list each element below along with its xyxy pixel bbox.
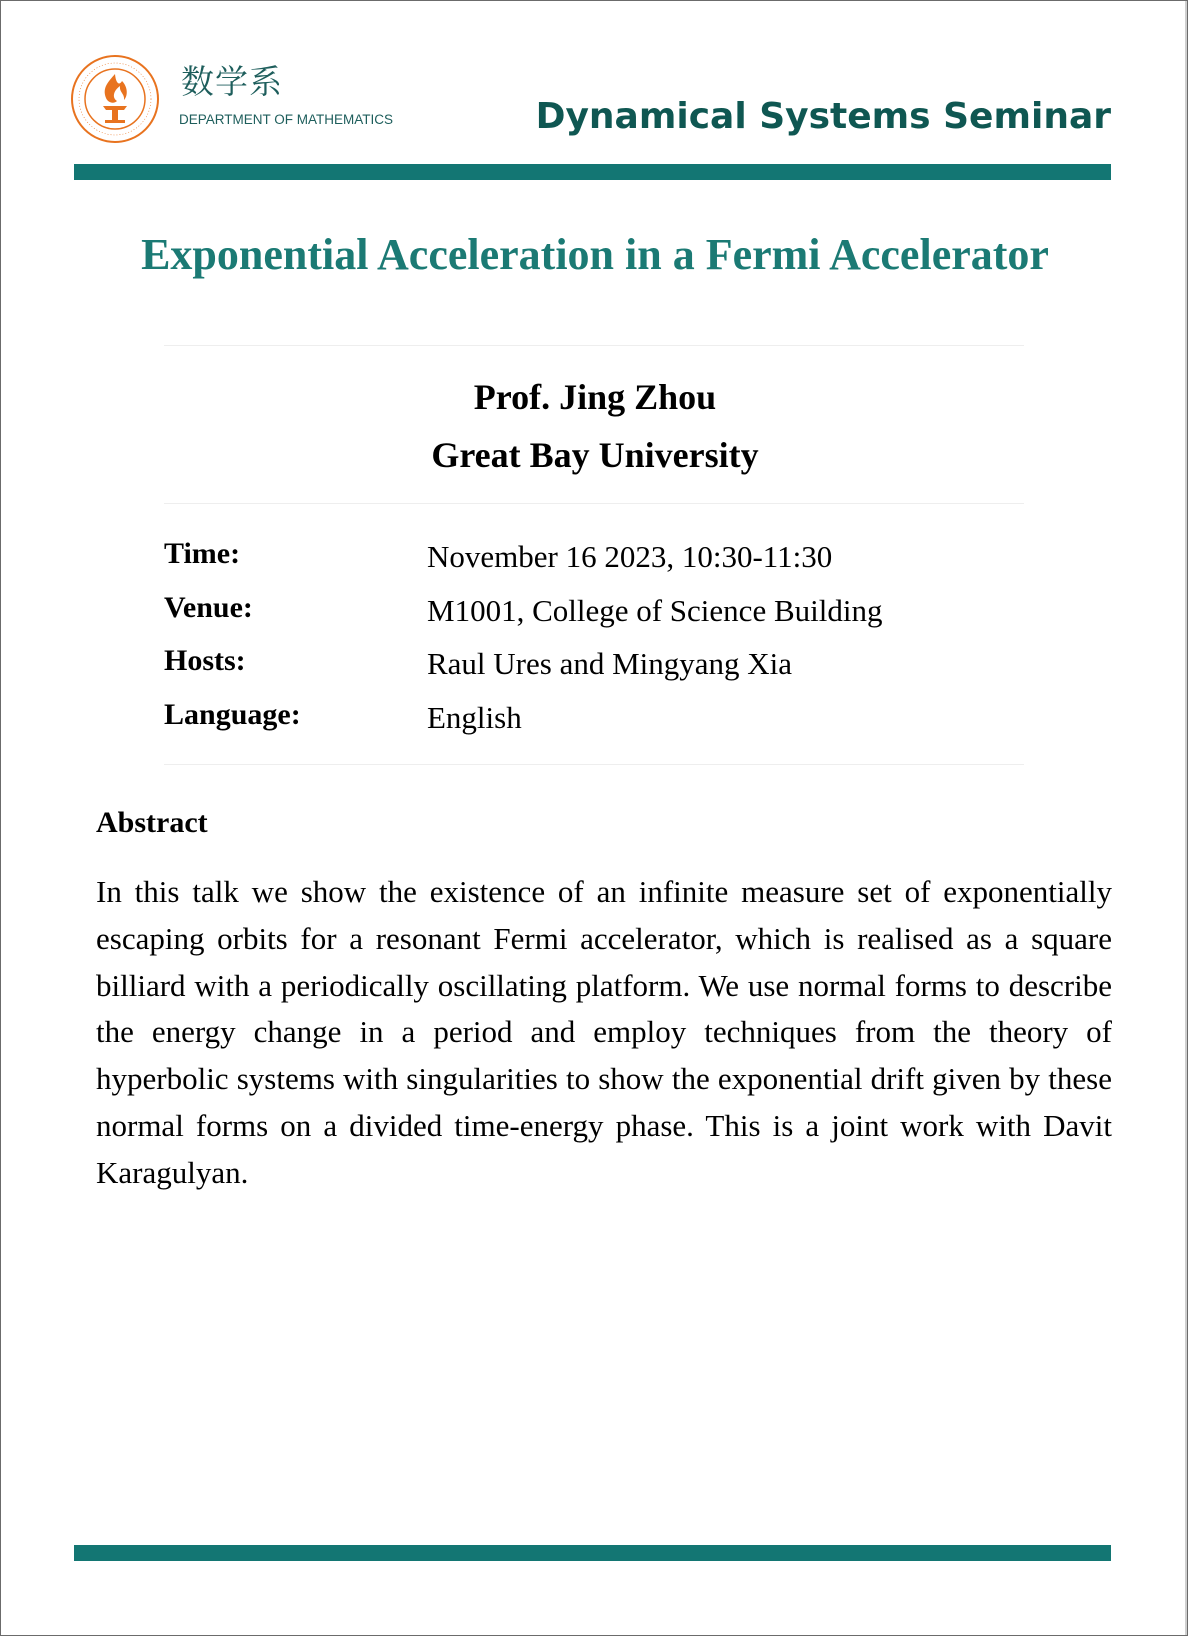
divider: [164, 764, 1024, 765]
venue-label: Venue:: [164, 591, 253, 624]
time-value: November 16 2023, 10:30-11:30: [427, 539, 833, 574]
language-label: Language:: [164, 698, 301, 731]
footer-bar: [74, 1545, 1111, 1561]
department-name-cn: 数学系: [181, 62, 283, 101]
university-seal-icon: [70, 54, 160, 144]
time-label: Time:: [164, 537, 241, 570]
language-value: English: [427, 700, 522, 735]
abstract-heading: Abstract: [96, 806, 208, 839]
divider: [164, 345, 1024, 346]
abstract-body: In this talk we show the existence of an infinite measure set of exponentially escaping orbits for a resonant Fermi accelerator, which is realised as a square billiard with a periodically oscillating platform. We use normal forms to describe the energy change in a period and employ techniques from the theory of hyperbolic systems with singularities to show the exponential drift given by these normal forms on a divided time-energy phase. This is a joint work with Davit Karagulyan.: [96, 874, 1112, 1190]
header-bar: [74, 164, 1111, 180]
hosts-label: Hosts:: [164, 644, 246, 677]
talk-title: Exponential Acceleration in a Fermi Accelerator: [141, 230, 1049, 279]
divider: [164, 503, 1024, 504]
hosts-value: Raul Ures and Mingyang Xia: [427, 646, 793, 681]
seminar-title: Dynamical Systems Seminar: [535, 96, 1111, 137]
speaker-affiliation: Great Bay University: [431, 435, 759, 475]
venue-value: M1001, College of Science Building: [427, 593, 883, 628]
department-name-en: DEPARTMENT OF MATHEMATICS: [179, 112, 394, 127]
speaker-name: Prof. Jing Zhou: [473, 377, 717, 417]
